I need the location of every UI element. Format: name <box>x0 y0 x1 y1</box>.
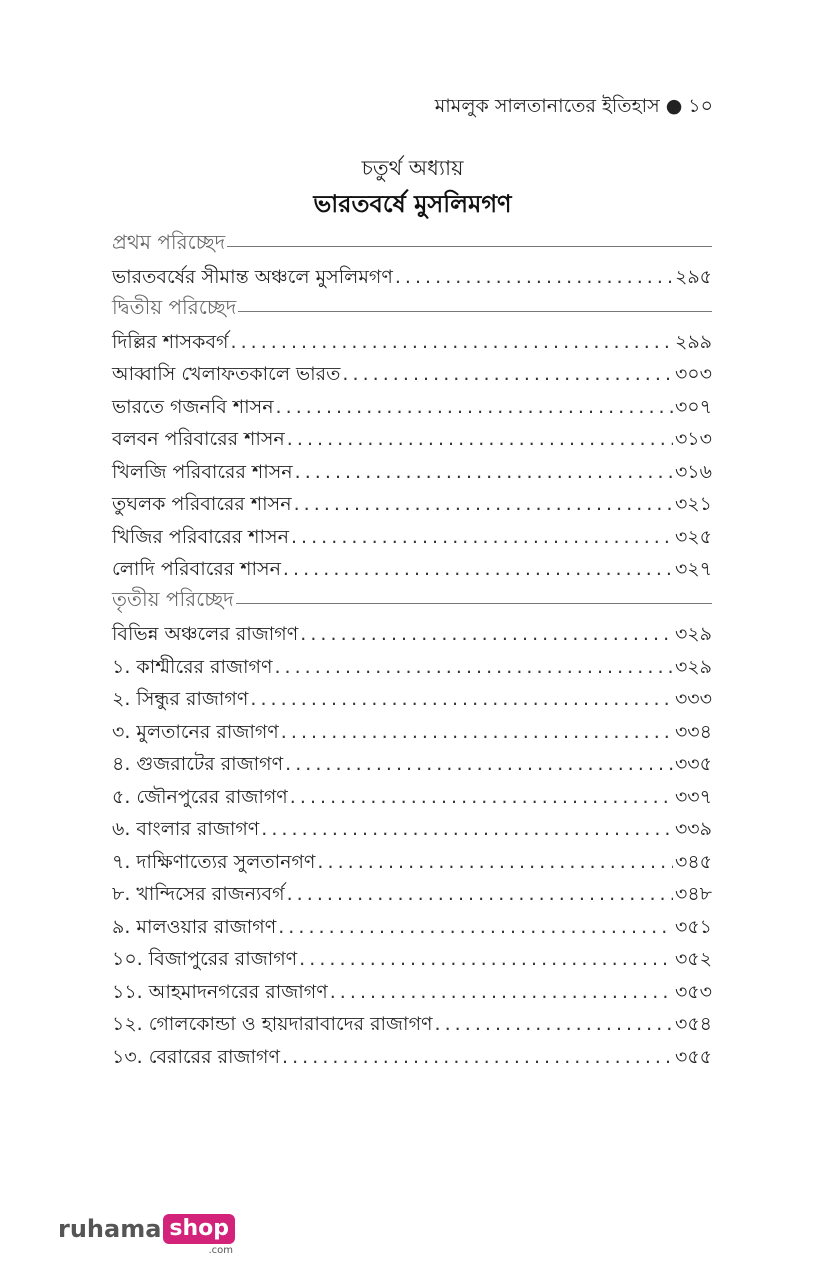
toc-entry-page: ৩৩৯ <box>674 818 712 840</box>
toc-entry-title: ৪. গুজরাটের রাজাগণ <box>112 753 284 775</box>
toc-entry-page: ৩৫৪ <box>674 1013 712 1035</box>
dot-leader <box>294 488 673 521</box>
toc-entry <box>112 261 712 294</box>
dot-leader <box>299 943 673 976</box>
logo-wordmark: ruhama <box>58 1215 162 1243</box>
toc-entry-page: ৩৩৫ <box>674 753 712 775</box>
dot-leader <box>250 683 673 716</box>
toc-entry-page: ৩১৩ <box>674 428 712 450</box>
toc-entry <box>112 456 712 489</box>
section-heading-text: তৃতীয় পরিচ্ছেদ <box>112 587 234 612</box>
section-heading <box>112 293 712 326</box>
toc-entry-page: ৩২৭ <box>674 558 712 580</box>
toc-entry-title: ১০. বিজাপুরের রাজাগণ <box>112 948 298 970</box>
dot-leader <box>281 716 673 749</box>
toc-entry <box>112 813 712 846</box>
toc-entry-page: ৩৫১ <box>674 915 712 938</box>
logo-badge-wrap <box>163 1214 235 1256</box>
toc-entry-page: ৩৫২ <box>674 948 712 970</box>
toc-entry <box>112 976 712 1009</box>
toc-entry-page: ৩২৯ <box>674 655 712 678</box>
toc-entry-title: ২. সিন্ধুর রাজাগণ <box>112 688 249 710</box>
dot-leader <box>300 618 673 651</box>
toc-entry-title: ১৩. বেরারের রাজাগণ <box>112 1045 280 1068</box>
toc-entry-page: ৩০৭ <box>674 395 712 418</box>
toc-entry-title: বলবন পরিবারের শাসন <box>112 428 285 450</box>
toc-entry-page: ৩৩৪ <box>674 720 712 743</box>
toc-entry <box>112 748 712 781</box>
logo-shop-badge: shop <box>163 1214 235 1244</box>
toc-entry <box>112 1008 712 1041</box>
toc-entry-title: ভারতবর্ষের সীমান্ত অঞ্চলে মুসলিমগণ <box>112 265 393 288</box>
dot-leader <box>283 553 673 586</box>
dot-leader <box>285 748 673 781</box>
toc-entry-title: ৯. মালওয়ার রাজাগণ <box>112 915 277 938</box>
toc-entry <box>112 1041 712 1074</box>
section-heading-text: দ্বিতীয় পরিচ্ছেদ <box>112 294 237 319</box>
toc-entry-page: ৩১৬ <box>674 460 712 483</box>
dot-leader <box>278 911 673 944</box>
toc-entry-title: ১২. গোলকোন্ডা ও হায়দারাবাদের রাজাগণ <box>112 1013 433 1035</box>
toc-entry-title: ৮. খান্দিসের রাজন্যবর্গ <box>112 883 285 905</box>
toc-entry-title: ৭. দাক্ষিণাত্যের সুলতানগণ <box>112 850 316 873</box>
section-heading-text: প্রথম পরিচ্ছেদ <box>112 229 226 254</box>
dot-leader <box>287 423 673 456</box>
dot-leader <box>230 326 673 359</box>
dot-leader <box>342 358 673 391</box>
toc-entry <box>112 618 712 651</box>
dot-leader <box>330 976 673 1009</box>
toc-entry <box>112 553 712 586</box>
toc-entry-title: তুঘলক পরিবারের শাসন <box>112 493 292 515</box>
toc-entry-title: ভারতে গজনবি শাসন <box>112 395 274 418</box>
toc-entry-page: ৩৫৫ <box>674 1045 712 1068</box>
section-rule <box>238 311 712 312</box>
dot-leader <box>274 651 673 684</box>
dot-leader <box>261 813 673 846</box>
dot-leader <box>276 391 673 424</box>
dot-leader <box>287 878 673 911</box>
dot-leader <box>295 456 673 489</box>
toc-entry <box>112 878 712 911</box>
toc-entry-title: ১১. আহমাদনগরের রাজাগণ <box>112 980 328 1003</box>
toc-entry-title: ১. কাশ্মীরের রাজাগণ <box>112 655 273 678</box>
toc-entry-title: ৫. জৌনপুরের রাজাগণ <box>112 785 288 808</box>
section-rule <box>236 603 712 604</box>
section-rule <box>227 246 712 247</box>
toc-entry-page: ৩৪৮ <box>674 883 712 905</box>
logo-domain-suffix: .com <box>208 1245 234 1256</box>
toc-entry <box>112 846 712 879</box>
toc-entry <box>112 943 712 976</box>
toc-entry-page: ৩৫৩ <box>674 980 712 1003</box>
toc-entry <box>112 651 712 684</box>
dot-leader <box>290 781 673 814</box>
toc-entry-page: ৩২৫ <box>674 525 712 548</box>
toc-entry <box>112 521 712 554</box>
publisher-logo <box>58 1214 235 1258</box>
toc-entry-title: ৬. বাংলার রাজাগণ <box>112 818 260 840</box>
toc-entry <box>112 683 712 716</box>
toc-entry <box>112 781 712 814</box>
toc-entry <box>112 326 712 359</box>
toc-entry-page: ২৯৯ <box>674 330 712 353</box>
toc-entry-page: ৩২১ <box>674 493 712 515</box>
dot-leader <box>282 1041 673 1074</box>
section-heading <box>112 228 712 261</box>
toc-entry-page: ৩০৩ <box>674 363 712 385</box>
toc-entry-title: খিলজি পরিবারের শাসন <box>112 460 293 483</box>
toc-entry-title: দিল্লির শাসকবর্গ <box>112 330 229 353</box>
toc-entry-title: আব্বাসি খেলাফতকালে ভারত <box>112 363 341 385</box>
dot-leader <box>395 261 673 294</box>
toc-entry-title: খিজির পরিবারের শাসন <box>112 525 289 548</box>
toc-entry-page: ৩৩৭ <box>674 785 712 808</box>
toc-entry <box>112 391 712 424</box>
table-of-contents <box>112 228 712 1073</box>
toc-entry-title: বিভিন্ন অঞ্চলের রাজাগণ <box>112 623 299 645</box>
toc-entry <box>112 911 712 944</box>
chapter-title: ভারতবর্ষে মুসলিমগণ <box>313 190 512 218</box>
toc-entry-title: লোদি পরিবারের শাসন <box>112 558 281 580</box>
chapter-label: চতুর্থ অধ্যায় <box>361 156 464 180</box>
toc-entry <box>112 488 712 521</box>
toc-entry <box>112 358 712 391</box>
toc-entry-page: ৩৪৫ <box>674 850 712 873</box>
toc-entry-page: ২৯৫ <box>674 265 712 288</box>
section-heading <box>112 586 712 619</box>
running-header: মামলুক সালতানাতের ইতিহাস ● ১০ <box>434 95 713 117</box>
toc-entry-page: ৩৩৩ <box>674 688 712 710</box>
dot-leader <box>291 521 673 554</box>
dot-leader <box>435 1008 673 1041</box>
dot-leader <box>317 846 673 879</box>
toc-entry-page: ৩২৯ <box>674 623 712 645</box>
toc-entry-title: ৩. মুলতানের রাজাগণ <box>112 720 279 743</box>
toc-entry <box>112 423 712 456</box>
toc-entry <box>112 716 712 749</box>
